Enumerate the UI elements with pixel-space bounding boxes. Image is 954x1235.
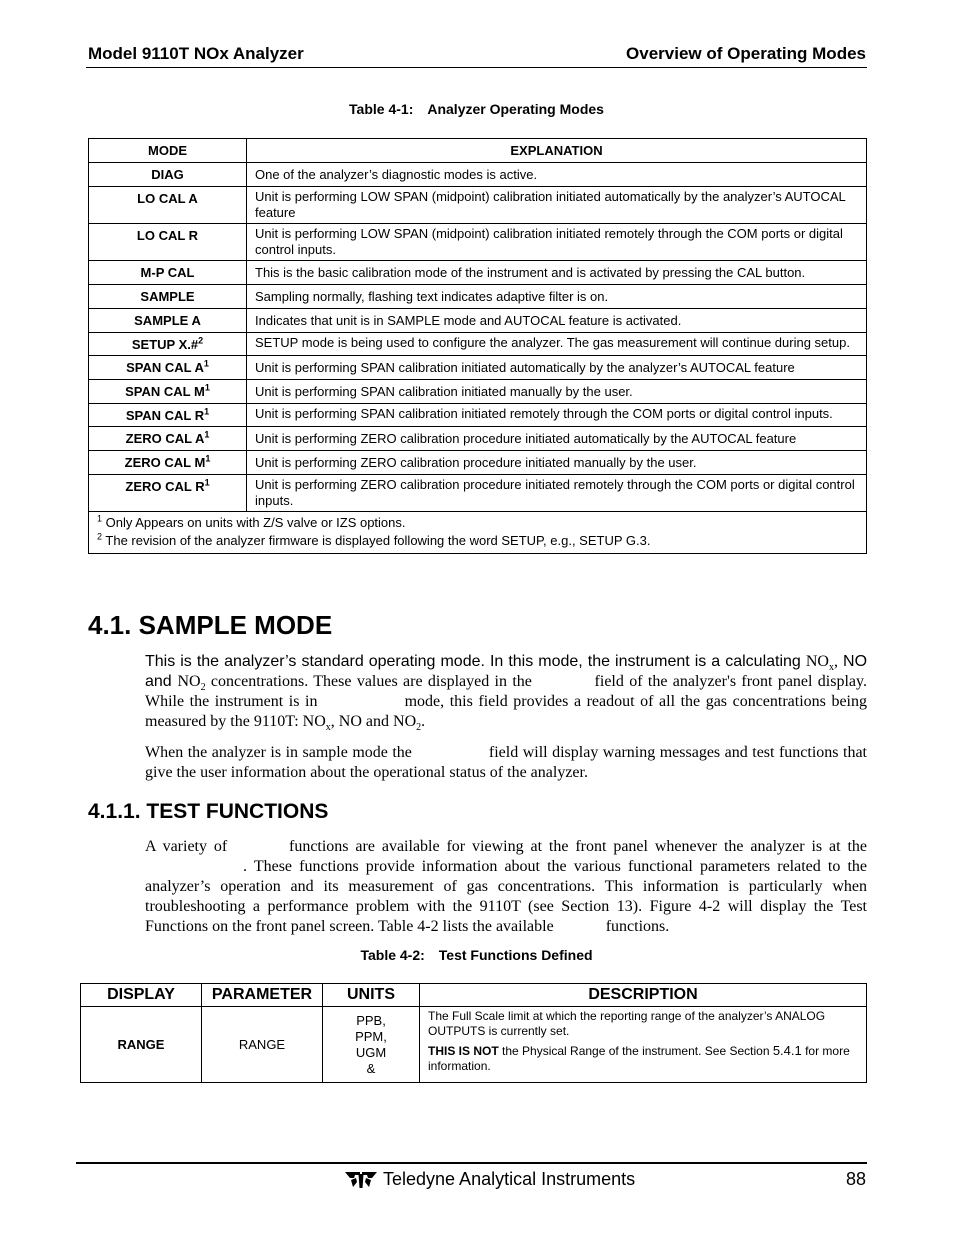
table-row xyxy=(89,380,867,404)
footnote-2: $^2$ The revision of the analyzer firmware is displayed following the word SETUP, e.g., SETUP G.3. xyxy=(97,531,651,548)
explanation-cell: Unit is performing LOW SPAN (midpoint) calibration initiated remotely through the COM ports or digital control inputs. xyxy=(247,224,867,261)
sample-mode-paragraph-2: When the analyzer is in sample mode the field will display warning messages and test functions that give the user information about the operational status of the analyzer. xyxy=(145,744,867,781)
explanation-column-header: EXPLANATION xyxy=(247,139,867,163)
mode-cell: ZERO CAL $R^1$ xyxy=(89,475,247,512)
table-row xyxy=(89,356,867,380)
explanation-cell: Unit is performing ZERO calibration procedure initiated manually by the user. xyxy=(247,451,867,475)
mode-column-header: MODE xyxy=(89,139,247,163)
description-cell xyxy=(420,1007,867,1083)
explanation-cell: One of the analyzer’s diagnostic modes is active. xyxy=(247,163,867,187)
description-line-2: THIS IS NOT the Physical Range of the instrument. See Section 5.4.1 for more information. xyxy=(428,1043,850,1073)
mode-cell: DIAG xyxy=(89,163,247,187)
table-row xyxy=(89,285,867,309)
mode-cell: SPAN CAL $A^1$ xyxy=(89,356,247,380)
operating-modes-body xyxy=(89,163,867,512)
footer-company: Teledyne Analytical Instruments xyxy=(383,1169,636,1189)
table2-caption-number: Table 4-2: xyxy=(360,947,425,963)
table1-caption-title: Analyzer Operating Modes xyxy=(427,101,604,117)
table-row xyxy=(81,1007,867,1083)
mode-cell: SAMPLE A xyxy=(89,309,247,333)
mode-cell: SPAN CAL $M^1$ xyxy=(89,380,247,404)
explanation-cell: Indicates that unit is in SAMPLE mode and AUTOCAL feature is activated. xyxy=(247,309,867,333)
footer-rule xyxy=(76,1162,867,1164)
mode-cell: ZERO CAL $M^1$ xyxy=(89,451,247,475)
explanation-cell: Unit is performing LOW SPAN (midpoint) calibration initiated automatically by the analyzer’s AUTOCAL feature xyxy=(247,187,867,224)
header-model-title: Model 9110T NOx Analyzer xyxy=(88,44,304,63)
teledyne-logo-icon xyxy=(344,1168,378,1190)
explanation-cell: Sampling normally, flashing text indicates adaptive filter is on. xyxy=(247,285,867,309)
operating-modes-table xyxy=(88,138,867,554)
test-functions-table xyxy=(80,983,867,1083)
units-column-header: UNITS xyxy=(323,984,420,1007)
explanation-cell: Unit is performing SPAN calibration initiated automatically by the analyzer’s AUTOCAL feature xyxy=(247,356,867,380)
table-row xyxy=(89,427,867,451)
table1-notes xyxy=(89,512,867,554)
header-rule xyxy=(86,67,867,68)
mode-cell: LO CAL R xyxy=(89,224,247,261)
table-row xyxy=(89,261,867,285)
mode-cell: SAMPLE xyxy=(89,285,247,309)
display-cell: RANGE xyxy=(81,1007,202,1083)
explanation-cell: Unit is performing ZERO calibration procedure initiated automatically by the AUTOCAL feature xyxy=(247,427,867,451)
table-row xyxy=(89,333,867,356)
table-row xyxy=(89,224,867,261)
table-row xyxy=(89,475,867,512)
header-section-title: Overview of Operating Modes xyxy=(626,44,866,63)
explanation-cell: SETUP mode is being used to configure the analyzer. The gas measurement will continue during setup. xyxy=(247,333,867,356)
display-column-header: DISPLAY xyxy=(81,984,202,1007)
table1-caption xyxy=(86,101,867,117)
mode-cell: LO CAL A xyxy=(89,187,247,224)
mode-cell: SPAN CAL $R^1$ xyxy=(89,404,247,427)
mode-cell: M-P CAL xyxy=(89,261,247,285)
section-reference: 5.4.1 xyxy=(772,1043,802,1058)
description-column-header: DESCRIPTION xyxy=(420,984,867,1007)
table-row xyxy=(89,309,867,333)
explanation-cell: Unit is performing ZERO calibration procedure initiated remotely through the COM ports or digital control inputs. xyxy=(247,475,867,512)
table-row xyxy=(89,187,867,224)
footnote-1: $^1$ Only Appears on units with Z/S valve or IZS options. xyxy=(97,513,406,530)
units-cell: PPB, PPM, UGM & xyxy=(323,1007,420,1083)
parameter-column-header: PARAMETER xyxy=(202,984,323,1007)
table2-caption xyxy=(86,947,867,963)
test-functions-paragraph: A variety of functions are available for viewing at the front panel whenever the analyzer is at the . These functions provide information about the various functional parameters related to the analyzer’s operation and its measurement of gas concentrations. This information is particularly when troubleshooting a performance problem with the 9110T (see Section 13). Figure 4-2 will display the Test Functions on the front panel screen. Table 4-2 lists the available functions. xyxy=(145,838,867,935)
page-number: 88 xyxy=(845,1169,866,1189)
test-functions-heading: 4.1.1. TEST FUNCTIONS xyxy=(88,800,329,823)
table1-caption-number: Table 4-1: xyxy=(349,101,414,117)
table-row xyxy=(89,163,867,187)
sample-mode-paragraph-1: This is the analyzer’s standard operating mode. In this mode, the instrument is a calculating $NO_x$, NO and $NO_2$ concentrations. These values are displayed in the field of the analyzer's front panel display. While the instrument is in mode, this field provides a readout of all the gas concentrations being measured by the 9110T: $NO_x$, NO and $NO_2$. xyxy=(145,653,868,734)
table-row xyxy=(89,404,867,427)
explanation-cell: Unit is performing SPAN calibration initiated manually by the user. xyxy=(247,380,867,404)
mode-cell: SETUP X.#$^2$ xyxy=(89,333,247,356)
table2-caption-title: Test Functions Defined xyxy=(438,947,593,963)
mode-cell: ZERO CAL $A^1$ xyxy=(89,427,247,451)
parameter-cell: RANGE xyxy=(202,1007,323,1083)
description-line-1: The Full Scale limit at which the reporting range of the analyzer’s ANALOG OUTPUTS is currently set. xyxy=(428,1009,826,1038)
explanation-cell: This is the basic calibration mode of the instrument and is activated by pressing the CAL button. xyxy=(247,261,867,285)
table-row xyxy=(89,451,867,475)
explanation-cell: Unit is performing SPAN calibration initiated remotely through the COM ports or digital control inputs. xyxy=(247,404,867,427)
sample-mode-heading: 4.1. SAMPLE MODE xyxy=(88,610,333,640)
